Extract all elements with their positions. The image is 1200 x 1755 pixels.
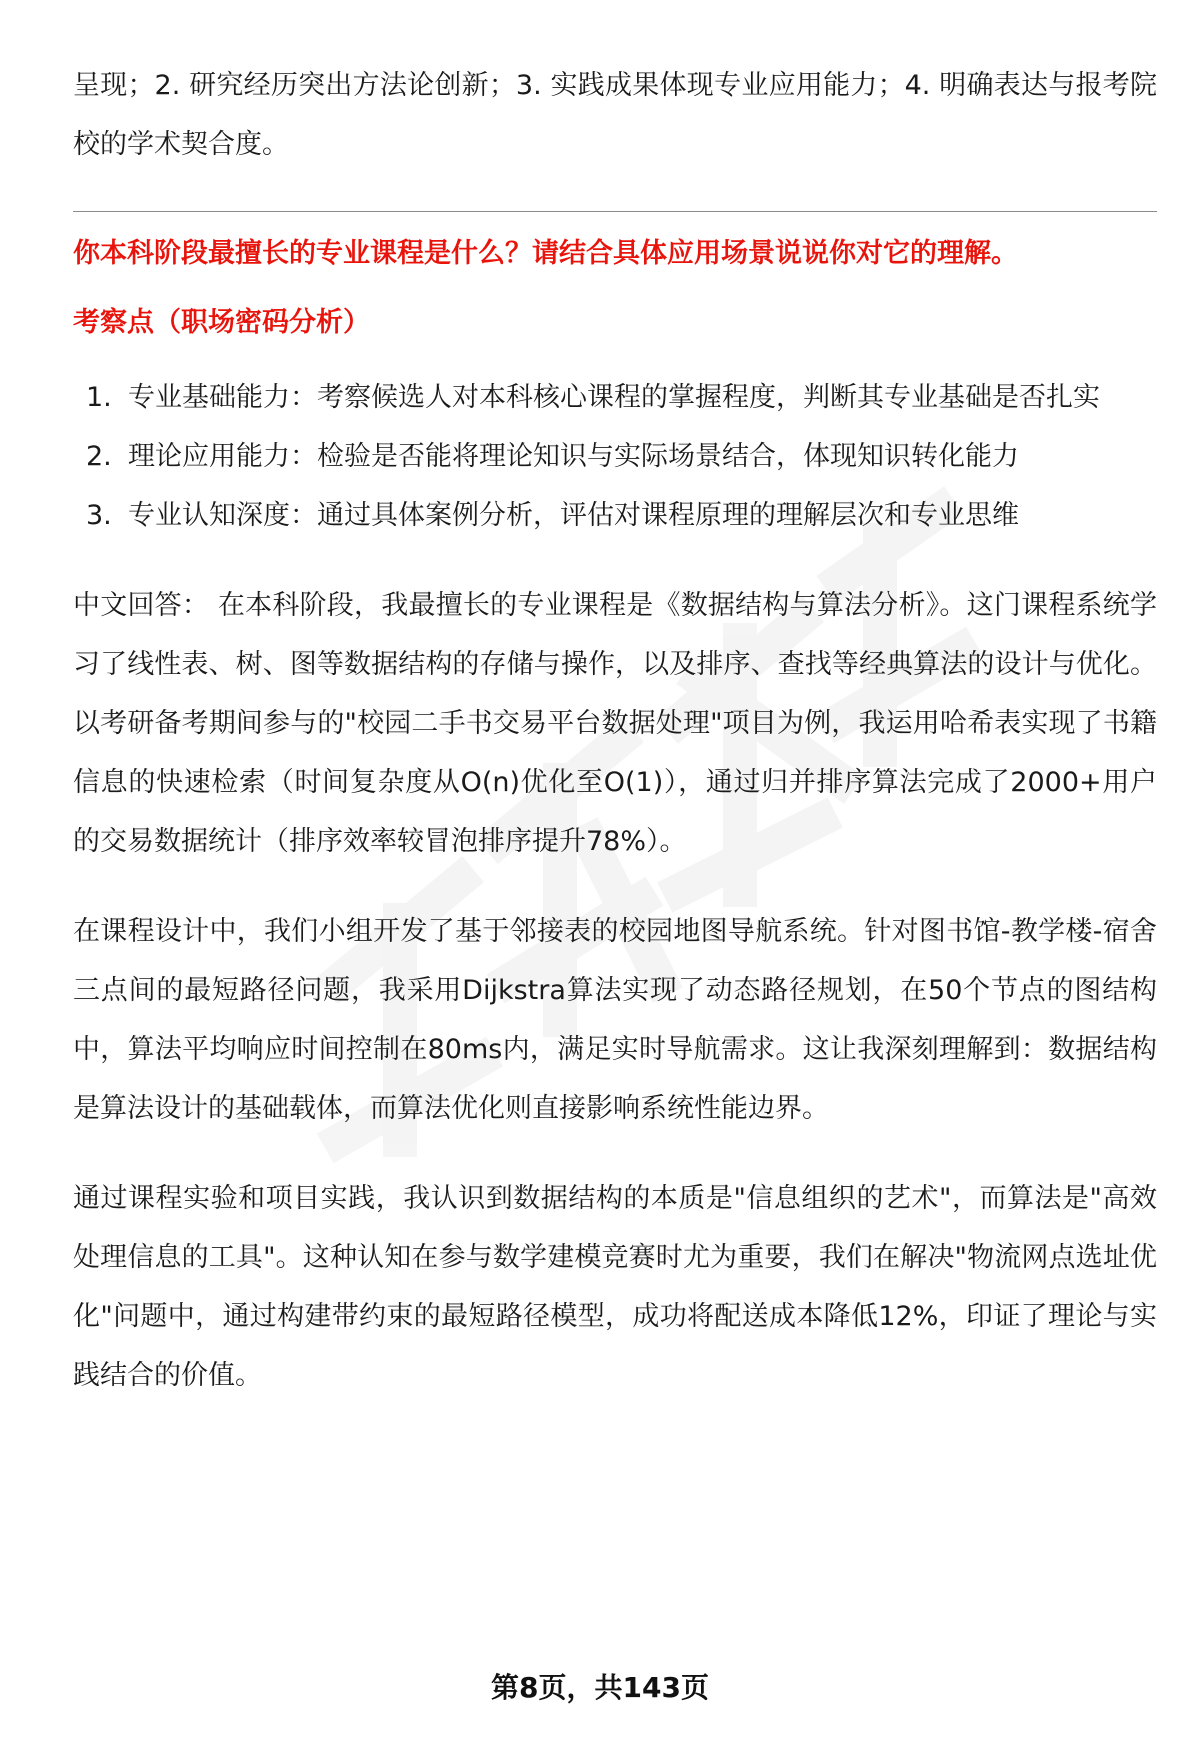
answer-paragraph-1: 中文回答： 在本科阶段，我最擅长的专业课程是《数据结构与算法分析》。这门课程系统学习了线性表、树、图等数据结构的存储与操作，以及排序、查找等经典算法的设计与优化。以考研备考期间参与的"校园二手书交易平台数据处理"项目为例，我运用哈希表实现了书籍信息的快速检索（时间复杂度从O(n)优化至O(1)），通过归并排序算法完成了2000+用户的交易数据统计（排序效率较冒泡排序提升78%）。: [73, 590, 1157, 857]
answer-paragraph-3: 通过课程实验和项目实践，我认识到数据结构的本质是"信息组织的艺术"，而算法是"高效处理信息的工具"。这种认知在参与数学建模竞赛时尤为重要，我们在解决"物流网点选址优化"问题中，通过构建带约束的最短路径模型，成功将配送成本降低12%，印证了理论与实践结合的价值。: [73, 1183, 1157, 1391]
list-item: [73, 427, 1157, 486]
list-item-text: 理论应用能力：检验是否能将理论知识与实际场景结合，体现知识转化能力: [128, 441, 1019, 472]
list-item-number: 2.: [86, 441, 112, 472]
question-heading: 你本科阶段最擅长的专业课程是什么？请结合具体应用场景说说你对它的理解。: [73, 238, 1018, 269]
list-item-text: 专业认知深度：通过具体案例分析，评估对课程原理的理解层次和专业思维: [128, 500, 1019, 531]
list-item-text: 专业基础能力：考察候选人对本科核心课程的掌握程度，判断其专业基础是否扎实: [128, 382, 1100, 413]
list-item-number: 1.: [86, 382, 112, 413]
intro-paragraph: 呈现；2. 研究经历突出方法论创新；3. 实践成果体现专业应用能力；4. 明确表达与报考院校的学术契合度。: [73, 70, 1157, 160]
list-item: [73, 486, 1157, 545]
page-number-footer: 第8页，共143页: [491, 1671, 709, 1704]
list-item-number: 3.: [86, 500, 112, 531]
section-divider: [73, 211, 1157, 212]
analysis-points-list: [73, 368, 1157, 545]
document-body: [73, 56, 1157, 1405]
list-item: [73, 368, 1157, 427]
analysis-heading: 考察点（职场密码分析）: [73, 307, 370, 338]
answer-paragraph-2: 在课程设计中，我们小组开发了基于邻接表的校园地图导航系统。针对图书馆-教学楼-宿舍三点间的最短路径问题，我采用Dijkstra算法实现了动态路径规划，在50个节点的图结构中，算法平均响应时间控制在80ms内，满足实时导航需求。这让我深刻理解到：数据结构是算法设计的基础载体，而算法优化则直接影响系统性能边界。: [73, 916, 1157, 1124]
